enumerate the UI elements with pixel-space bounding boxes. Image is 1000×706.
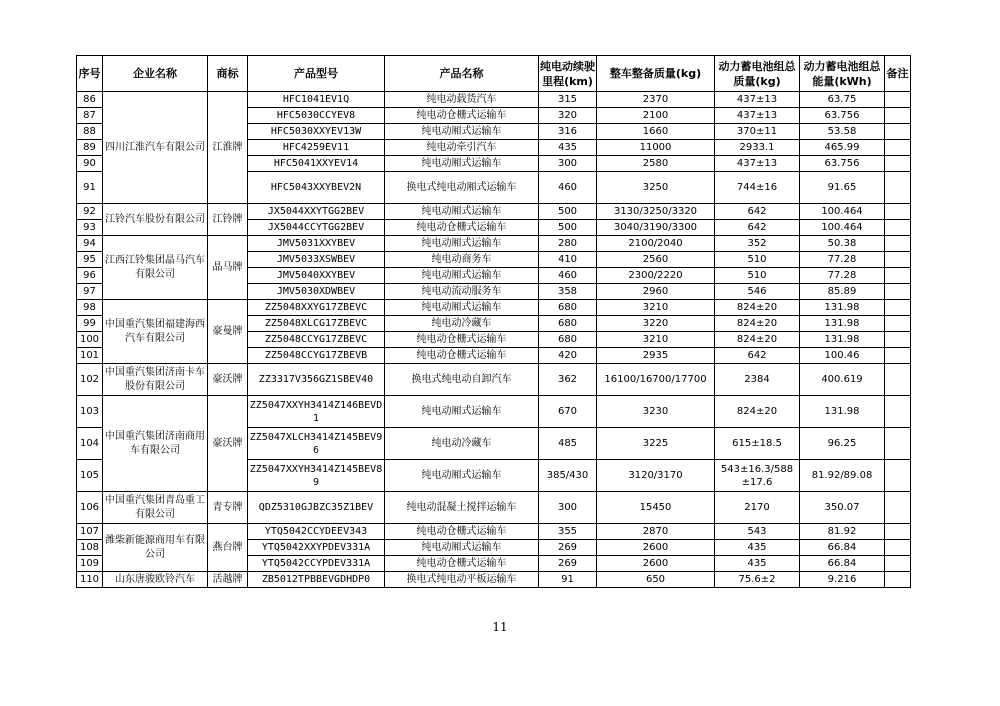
- page-number: 11: [492, 620, 508, 634]
- cell-battery-energy: 350.07: [800, 492, 885, 524]
- cell-brand: 江铃牌: [208, 204, 248, 236]
- cell-remarks: [885, 572, 911, 588]
- cell-seq: 96: [77, 268, 103, 284]
- cell-range: 300: [539, 492, 597, 524]
- cell-battery-energy: 91.65: [800, 172, 885, 204]
- cell-model: JMV5040XXYBEV: [248, 268, 385, 284]
- cell-model: JMV5033XSWBEV: [248, 252, 385, 268]
- cell-remarks: [885, 556, 911, 572]
- cell-battery-mass: 824±20: [715, 396, 800, 428]
- cell-range: 315: [539, 92, 597, 108]
- cell-seq: 104: [77, 428, 103, 460]
- cell-remarks: [885, 284, 911, 300]
- cell-brand: 豪沃牌: [208, 364, 248, 396]
- table-row: [77, 492, 911, 524]
- cell-product-name: 纯电动仓栅式运输车: [385, 332, 539, 348]
- cell-model: QDZ5310GJBZC35Z1BEV: [248, 492, 385, 524]
- cell-battery-energy: 66.84: [800, 540, 885, 556]
- cell-battery-energy: 131.98: [800, 332, 885, 348]
- cell-seq: 94: [77, 236, 103, 252]
- cell-range: 680: [539, 300, 597, 316]
- cell-remarks: [885, 236, 911, 252]
- cell-product-name: 纯电动厢式运输车: [385, 460, 539, 492]
- header-remarks: 备注: [885, 56, 911, 92]
- cell-battery-energy: 131.98: [800, 316, 885, 332]
- header-battery-mass: 动力蓄电池组总质量(kg): [715, 56, 800, 92]
- cell-company: 中国重汽集团济南商用车有限公司: [103, 396, 208, 492]
- cell-remarks: [885, 332, 911, 348]
- cell-battery-energy: 63.756: [800, 156, 885, 172]
- cell-remarks: [885, 172, 911, 204]
- cell-battery-mass: 437±13: [715, 92, 800, 108]
- cell-battery-mass: 352: [715, 236, 800, 252]
- cell-curb-mass: 3225: [597, 428, 715, 460]
- cell-battery-energy: 81.92: [800, 524, 885, 540]
- cell-range: 410: [539, 252, 597, 268]
- cell-model: HFC5030CCYEV8: [248, 108, 385, 124]
- cell-product-name: 纯电动仓栅式运输车: [385, 108, 539, 124]
- cell-range: 670: [539, 396, 597, 428]
- cell-battery-mass: 2384: [715, 364, 800, 396]
- cell-curb-mass: 3230: [597, 396, 715, 428]
- cell-model: JMV5030XDWBEV: [248, 284, 385, 300]
- cell-battery-mass: 435: [715, 556, 800, 572]
- cell-product-name: 纯电动冷藏车: [385, 316, 539, 332]
- cell-remarks: [885, 300, 911, 316]
- table-row: [77, 92, 911, 108]
- header-range: 纯电动续驶里程(km): [539, 56, 597, 92]
- cell-model: ZZ5048XXYG17ZBEVC: [248, 300, 385, 316]
- cell-company: 中国重汽集团济南卡车股份有限公司: [103, 364, 208, 396]
- cell-product-name: 纯电动流动服务车: [385, 284, 539, 300]
- cell-range: 485: [539, 428, 597, 460]
- cell-range: 280: [539, 236, 597, 252]
- cell-remarks: [885, 364, 911, 396]
- cell-range: 460: [539, 268, 597, 284]
- header-row: [77, 56, 911, 92]
- cell-curb-mass: 3120/3170: [597, 460, 715, 492]
- cell-range: 269: [539, 540, 597, 556]
- cell-model: JMV5031XXYBEV: [248, 236, 385, 252]
- cell-battery-mass: 615±18.5: [715, 428, 800, 460]
- cell-curb-mass: 2100/2040: [597, 236, 715, 252]
- cell-company: 中国重汽集团青岛重工有限公司: [103, 492, 208, 524]
- header-company: 企业名称: [103, 56, 208, 92]
- cell-brand: 活越牌: [208, 572, 248, 588]
- cell-seq: 106: [77, 492, 103, 524]
- cell-curb-mass: 15450: [597, 492, 715, 524]
- cell-seq: 100: [77, 332, 103, 348]
- header-battery-energy: 动力蓄电池组总能量(kWh): [800, 56, 885, 92]
- cell-product-name: 纯电动厢式运输车: [385, 540, 539, 556]
- table-row: [77, 524, 911, 540]
- cell-battery-energy: 85.89: [800, 284, 885, 300]
- cell-remarks: [885, 140, 911, 156]
- cell-curb-mass: 2370: [597, 92, 715, 108]
- cell-battery-energy: 63.75: [800, 92, 885, 108]
- cell-product-name: 换电式纯电动平板运输车: [385, 572, 539, 588]
- table-row: [77, 364, 911, 396]
- cell-seq: 97: [77, 284, 103, 300]
- cell-model: HFC1041EV1Q: [248, 92, 385, 108]
- cell-battery-mass: 2170: [715, 492, 800, 524]
- cell-model: HFC5030XXYEV13W: [248, 124, 385, 140]
- cell-remarks: [885, 316, 911, 332]
- cell-brand: 晶马牌: [208, 236, 248, 300]
- cell-curb-mass: 2100: [597, 108, 715, 124]
- cell-curb-mass: 3210: [597, 300, 715, 316]
- cell-seq: 90: [77, 156, 103, 172]
- cell-seq: 110: [77, 572, 103, 588]
- cell-battery-mass: 435: [715, 540, 800, 556]
- cell-battery-energy: 9.216: [800, 572, 885, 588]
- cell-remarks: [885, 524, 911, 540]
- cell-remarks: [885, 92, 911, 108]
- cell-model: ZZ5047XXYH3414Z145BEV89: [248, 460, 385, 492]
- cell-battery-mass: 642: [715, 220, 800, 236]
- cell-battery-mass: 510: [715, 268, 800, 284]
- cell-remarks: [885, 252, 911, 268]
- cell-curb-mass: 3040/3190/3300: [597, 220, 715, 236]
- cell-battery-mass: 543±16.3/588±17.6: [715, 460, 800, 492]
- cell-product-name: 纯电动厢式运输车: [385, 236, 539, 252]
- table-row: [77, 204, 911, 220]
- cell-model: ZZ5048CCYG17ZBEVC: [248, 332, 385, 348]
- cell-battery-mass: 824±20: [715, 332, 800, 348]
- cell-model: ZZ5048XLCG17ZBEVC: [248, 316, 385, 332]
- cell-battery-energy: 131.98: [800, 396, 885, 428]
- cell-curb-mass: 2935: [597, 348, 715, 364]
- cell-battery-mass: 437±13: [715, 156, 800, 172]
- header-brand: 商标: [208, 56, 248, 92]
- cell-battery-mass: 2933.1: [715, 140, 800, 156]
- cell-product-name: 纯电动仓栅式运输车: [385, 220, 539, 236]
- cell-curb-mass: 2300/2220: [597, 268, 715, 284]
- cell-curb-mass: 2600: [597, 556, 715, 572]
- cell-range: 680: [539, 316, 597, 332]
- cell-battery-mass: 437±13: [715, 108, 800, 124]
- cell-remarks: [885, 156, 911, 172]
- cell-seq: 107: [77, 524, 103, 540]
- cell-range: 316: [539, 124, 597, 140]
- cell-battery-mass: 546: [715, 284, 800, 300]
- cell-range: 500: [539, 204, 597, 220]
- cell-battery-mass: 75.6±2: [715, 572, 800, 588]
- cell-range: 320: [539, 108, 597, 124]
- cell-product-name: 纯电动仓栅式运输车: [385, 556, 539, 572]
- cell-curb-mass: 16100/16700/17700: [597, 364, 715, 396]
- header-model: 产品型号: [248, 56, 385, 92]
- cell-company: 中国重汽集团福建海西汽车有限公司: [103, 300, 208, 364]
- cell-seq: 87: [77, 108, 103, 124]
- cell-company: 潍柴新能源商用车有限公司: [103, 524, 208, 572]
- cell-model: JX5044XXYTGG2BEV: [248, 204, 385, 220]
- cell-company: 四川江淮汽车有限公司: [103, 92, 208, 204]
- cell-model: JX5044CCYTGG2BEV: [248, 220, 385, 236]
- cell-remarks: [885, 268, 911, 284]
- cell-product-name: 换电式纯电动厢式运输车: [385, 172, 539, 204]
- cell-seq: 86: [77, 92, 103, 108]
- cell-curb-mass: 3220: [597, 316, 715, 332]
- header-product-name: 产品名称: [385, 56, 539, 92]
- table-row: [77, 572, 911, 588]
- cell-battery-energy: 77.28: [800, 268, 885, 284]
- cell-curb-mass: 3250: [597, 172, 715, 204]
- cell-curb-mass: 11000: [597, 140, 715, 156]
- table-body: [77, 92, 911, 588]
- cell-product-name: 纯电动厢式运输车: [385, 156, 539, 172]
- cell-curb-mass: 2870: [597, 524, 715, 540]
- cell-range: 355: [539, 524, 597, 540]
- cell-battery-mass: 824±20: [715, 316, 800, 332]
- cell-battery-energy: 100.464: [800, 220, 885, 236]
- cell-seq: 102: [77, 364, 103, 396]
- cell-battery-energy: 131.98: [800, 300, 885, 316]
- cell-range: 460: [539, 172, 597, 204]
- cell-seq: 99: [77, 316, 103, 332]
- cell-battery-mass: 642: [715, 348, 800, 364]
- cell-product-name: 纯电动厢式运输车: [385, 124, 539, 140]
- header-curb-mass: 整车整备质量(kg): [597, 56, 715, 92]
- cell-product-name: 纯电动混凝土搅拌运输车: [385, 492, 539, 524]
- cell-curb-mass: 2600: [597, 540, 715, 556]
- cell-battery-energy: 81.92/89.08: [800, 460, 885, 492]
- cell-battery-energy: 77.28: [800, 252, 885, 268]
- cell-model: HFC4259EV11: [248, 140, 385, 156]
- cell-product-name: 纯电动商务车: [385, 252, 539, 268]
- cell-battery-mass: 543: [715, 524, 800, 540]
- cell-remarks: [885, 348, 911, 364]
- cell-curb-mass: 3210: [597, 332, 715, 348]
- cell-curb-mass: 2960: [597, 284, 715, 300]
- cell-curb-mass: 2580: [597, 156, 715, 172]
- cell-seq: 89: [77, 140, 103, 156]
- cell-seq: 91: [77, 172, 103, 204]
- cell-battery-mass: 510: [715, 252, 800, 268]
- cell-battery-energy: 465.99: [800, 140, 885, 156]
- cell-battery-energy: 50.38: [800, 236, 885, 252]
- cell-remarks: [885, 124, 911, 140]
- cell-model: ZZ5048CCYG17ZBEVB: [248, 348, 385, 364]
- cell-seq: 109: [77, 556, 103, 572]
- cell-model: ZZ3317V356GZ1SBEV40: [248, 364, 385, 396]
- cell-range: 385/430: [539, 460, 597, 492]
- cell-product-name: 纯电动仓栅式运输车: [385, 348, 539, 364]
- cell-battery-energy: 96.25: [800, 428, 885, 460]
- cell-battery-energy: 100.46: [800, 348, 885, 364]
- cell-battery-mass: 370±11: [715, 124, 800, 140]
- cell-remarks: [885, 204, 911, 220]
- cell-seq: 98: [77, 300, 103, 316]
- cell-seq: 88: [77, 124, 103, 140]
- cell-model: YTQ5042XXYPDEV331A: [248, 540, 385, 556]
- cell-company: 江铃汽车股份有限公司: [103, 204, 208, 236]
- cell-model: YTQ5042CCYPDEV331A: [248, 556, 385, 572]
- cell-product-name: 纯电动厢式运输车: [385, 204, 539, 220]
- cell-range: 680: [539, 332, 597, 348]
- cell-brand: 豪沃牌: [208, 396, 248, 492]
- cell-remarks: [885, 540, 911, 556]
- cell-battery-mass: 824±20: [715, 300, 800, 316]
- cell-range: 362: [539, 364, 597, 396]
- vehicle-catalog-table: [76, 55, 911, 588]
- cell-range: 91: [539, 572, 597, 588]
- cell-seq: 92: [77, 204, 103, 220]
- table-row: [77, 300, 911, 316]
- cell-product-name: 纯电动厢式运输车: [385, 300, 539, 316]
- cell-brand: 豪曼牌: [208, 300, 248, 364]
- cell-battery-energy: 66.84: [800, 556, 885, 572]
- cell-remarks: [885, 460, 911, 492]
- cell-seq: 95: [77, 252, 103, 268]
- cell-battery-mass: 744±16: [715, 172, 800, 204]
- cell-product-name: 纯电动仓栅式运输车: [385, 524, 539, 540]
- cell-model: HFC5041XXYEV14: [248, 156, 385, 172]
- cell-model: ZB5012TPBBEVGDHDP0: [248, 572, 385, 588]
- cell-model: HFC5043XXYBEV2N: [248, 172, 385, 204]
- cell-range: 420: [539, 348, 597, 364]
- cell-range: 269: [539, 556, 597, 572]
- cell-company: 江西江铃集团晶马汽车有限公司: [103, 236, 208, 300]
- cell-brand: 青专牌: [208, 492, 248, 524]
- cell-curb-mass: 2560: [597, 252, 715, 268]
- cell-remarks: [885, 492, 911, 524]
- table-row: [77, 396, 911, 428]
- cell-model: ZZ5047XLCH3414Z145BEV96: [248, 428, 385, 460]
- cell-battery-energy: 63.756: [800, 108, 885, 124]
- cell-product-name: 纯电动牵引汽车: [385, 140, 539, 156]
- cell-product-name: 换电式纯电动自卸汽车: [385, 364, 539, 396]
- cell-remarks: [885, 396, 911, 428]
- cell-model: ZZ5047XXYH3414Z146BEVD1: [248, 396, 385, 428]
- table-row: [77, 236, 911, 252]
- cell-seq: 103: [77, 396, 103, 428]
- cell-seq: 93: [77, 220, 103, 236]
- cell-range: 435: [539, 140, 597, 156]
- cell-battery-energy: 53.58: [800, 124, 885, 140]
- cell-product-name: 纯电动载货汽车: [385, 92, 539, 108]
- cell-remarks: [885, 220, 911, 236]
- cell-product-name: 纯电动厢式运输车: [385, 396, 539, 428]
- cell-brand: 江淮牌: [208, 92, 248, 204]
- cell-model: YTQ5042CCYDEEV343: [248, 524, 385, 540]
- cell-company: 山东唐骏欧铃汽车: [103, 572, 208, 588]
- cell-remarks: [885, 108, 911, 124]
- cell-curb-mass: 650: [597, 572, 715, 588]
- cell-battery-energy: 100.464: [800, 204, 885, 220]
- cell-seq: 101: [77, 348, 103, 364]
- cell-product-name: 纯电动厢式运输车: [385, 268, 539, 284]
- cell-brand: 燕台牌: [208, 524, 248, 572]
- cell-range: 300: [539, 156, 597, 172]
- cell-battery-mass: 642: [715, 204, 800, 220]
- cell-curb-mass: 3130/3250/3320: [597, 204, 715, 220]
- cell-range: 500: [539, 220, 597, 236]
- cell-range: 358: [539, 284, 597, 300]
- cell-battery-energy: 400.619: [800, 364, 885, 396]
- cell-curb-mass: 1660: [597, 124, 715, 140]
- cell-product-name: 纯电动冷藏车: [385, 428, 539, 460]
- header-seq: 序号: [77, 56, 103, 92]
- cell-remarks: [885, 428, 911, 460]
- cell-seq: 105: [77, 460, 103, 492]
- cell-seq: 108: [77, 540, 103, 556]
